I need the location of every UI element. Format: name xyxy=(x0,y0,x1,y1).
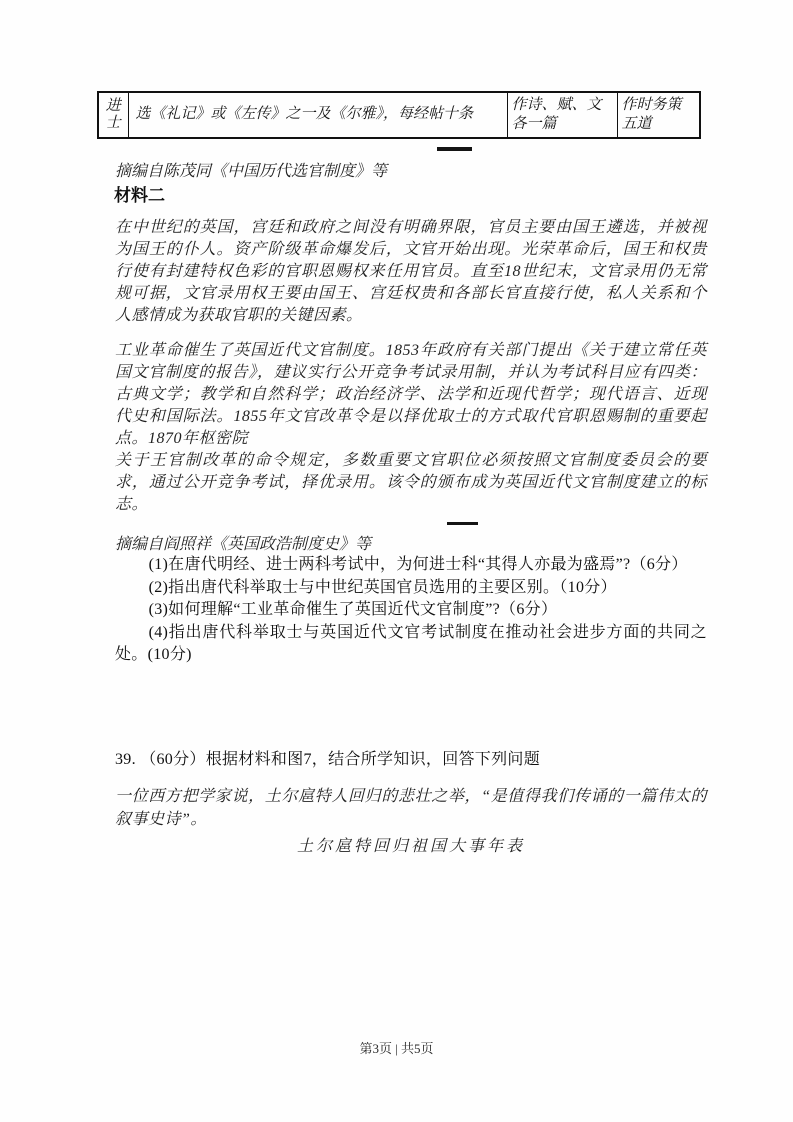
exam-subjects-table xyxy=(97,91,701,139)
separator-dash xyxy=(447,522,478,525)
material-two-paragraph-1: 在中世纪的英国，宫廷和政府之间没有明确界限，官员主要由国王遴选，并被视为国王的仆人。资产阶级革命爆发后，文官开始出现。光荣革命后，国王和权贵行使有封建特权色彩的官职恩赐权来任用官员。直至18世纪末，文官录用仍无常规可据，文官录用权王要由国王、宫廷权贵和各部长官直接行使，私人关系和个人感情成为获取官职的关键因素。 xyxy=(115,219,707,324)
table-cell-scripture-test: 选《礼记》或《左传》之一及《尔雅》，每经帖十条 xyxy=(128,92,507,138)
table-cell-rank: 进士 xyxy=(98,92,128,138)
question-4: (4)指出唐代科举取士与英国近代文官考试制度在推动社会进步方面的共同之处。(10分) xyxy=(115,623,707,663)
table-cell-composition-test: 作诗、赋、文各一篇 xyxy=(507,92,617,138)
material-two-source: 摘编自阎照祥《英国政浩制度史》等 xyxy=(115,536,372,553)
material-two-heading: 材料二 xyxy=(114,186,165,205)
material-two-paragraph-2 xyxy=(115,340,707,516)
separator-dash xyxy=(437,147,472,151)
table-row xyxy=(98,92,700,138)
timeline-table-title: 土尔扈特回归祖国大事年表 xyxy=(296,838,525,855)
table-cell-policy-test: 作时务策五道 xyxy=(617,92,700,138)
material-one-source: 摘编自陈茂同《中国历代选官制度》等 xyxy=(115,163,388,180)
question-2: (2)指出唐代科举取士与中世纪英国官员选用的主要区别。（10分） xyxy=(148,578,617,596)
material-two-paragraph-2a: 工业革命催生了英国近代文官制度。1853年政府有关部门提出《关于建立常任英国文官制度的报告》，建议实行公开竞争考试录用制，并认为考试科目应有四类：古典文学；教学和自然科学；政治经济学、法学和近现代哲学；现代语言、近现代史和国际法。1855年文官改革令是以择优取士的方式取代官职恩赐制的重要起点。1870年枢密院 xyxy=(115,342,707,447)
material-two-paragraph-2b: 关于王官制改革的命令规定，多数重要文官职位必须按照文官制度委员会的要求，通过公开竞争考试，择优录用。该令的颁布成为英国近代文官制度建立的标志。 xyxy=(115,452,707,513)
question-39-intro: 一位西方把学家说，土尔扈特人回归的悲壮之举，“是值得我们传诵的一篇伟太的叙事史诗”。 xyxy=(115,788,707,828)
question-1: (1)在唐代明经、进士两科考试中，为何进士科“其得人亦最为盛焉”?（6分） xyxy=(148,556,688,573)
question-3: (3)如何理解“工业革命催生了英国近代文官制度”?（6分） xyxy=(148,601,558,618)
question-list xyxy=(115,554,707,667)
page-number: 第3页 | 共5页 xyxy=(359,1041,434,1056)
question-39-heading: 39. （60分）根据材料和图7，结合所学知识，回答下列问题 xyxy=(115,751,541,768)
